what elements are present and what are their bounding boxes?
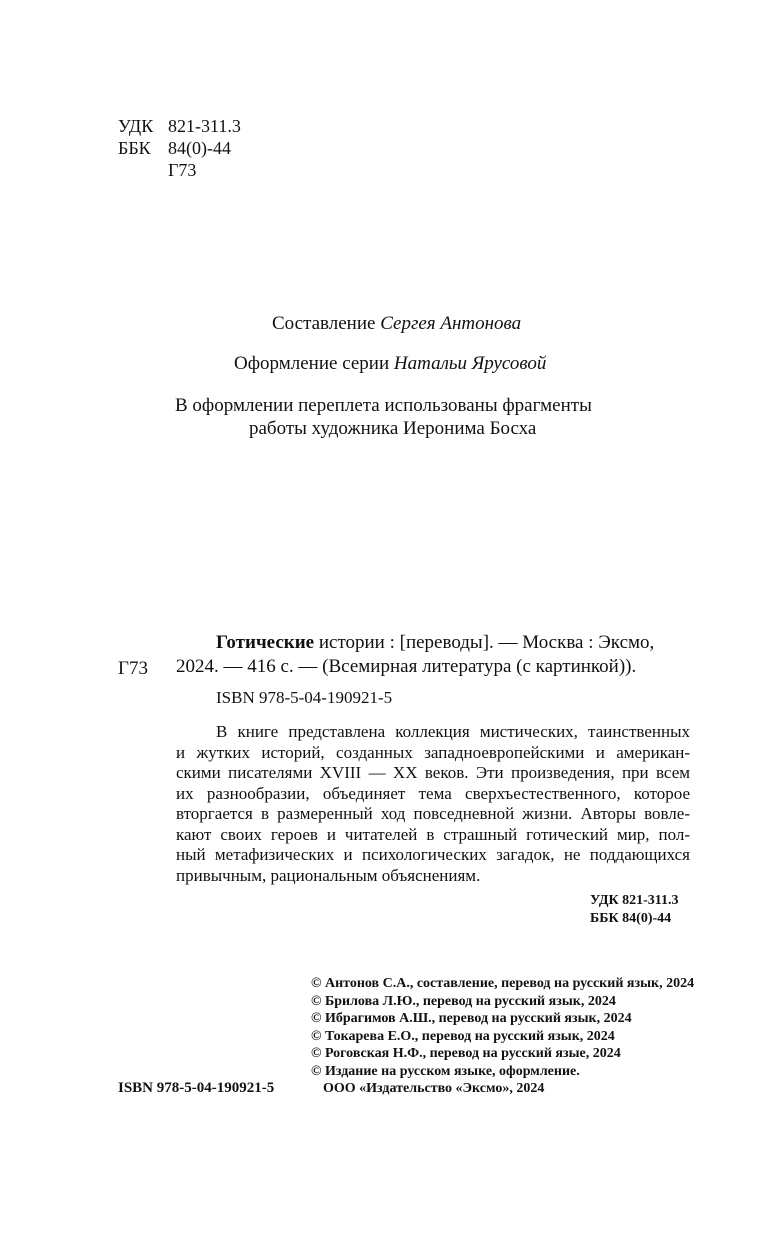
compiler-prefix: Составление <box>272 313 376 334</box>
design-prefix: Оформление серии <box>234 353 390 374</box>
cover-note-line-2: работы художника Иеронима Босха <box>249 418 537 439</box>
copyright-block <box>311 975 694 1098</box>
annotation-line: ный метафизических и психологических загадок, не поддающихся <box>176 845 690 864</box>
udk-value: 821-311.3 <box>168 116 241 136</box>
annotation-line: кают своих героев и читателей в страшный готический мир, пол- <box>176 824 690 844</box>
compiler-name: Сергея Антонова <box>380 313 522 334</box>
bibliographic-mark: Г73 <box>118 658 148 679</box>
annotation-bbk: ББК 84(0)-44 <box>590 911 672 926</box>
copyright-publisher: ООО «Издательство «Эксмо», 2024 <box>323 1081 545 1096</box>
bibliographic-line-2: 2024. — 416 с. — (Всемирная литература (с картинкой)). <box>176 656 637 677</box>
design-credit <box>234 353 546 375</box>
design-name: Натальи Ярусовой <box>393 353 547 374</box>
cover-note-line-1: В оформлении переплета использованы фрагменты <box>175 395 592 416</box>
annotation-line: вторгается в размеренный ход повседневной жизни. Авторы вовле- <box>176 804 690 823</box>
compiler-credit <box>272 313 521 335</box>
copyright-isbn: ISBN 978-5-04-190921-5 <box>118 1080 275 1096</box>
copyright-line: © Издание на русском языке, оформление. <box>311 1063 580 1079</box>
copyright-line: © Антонов С.А., составление, перевод на русский язык, 2024 <box>311 976 695 991</box>
annotation-line: и жутких историй, созданных западноевропейскими и американ- <box>176 742 690 762</box>
annotation-line: их разнообразии, объединяет тема сверхъестественного, которое <box>176 783 690 803</box>
bibliographic-isbn: ISBN 978-5-04-190921-5 <box>216 688 393 707</box>
annotation-last-line: привычным, рациональным объяснениям. <box>176 865 481 885</box>
copyright-line: © Ибрагимов А.Ш., перевод на русский язык, 2024 <box>311 1011 632 1026</box>
author-mark: Г73 <box>168 160 197 180</box>
bbk-label: ББК <box>118 138 151 158</box>
udk-label: УДК <box>118 116 154 136</box>
annotation-line: скими писателями XVIII — XX веков. Эти произведения, при всем <box>176 763 690 782</box>
copyright-line: © Токарева Е.О., перевод на русский язык, 2024 <box>311 1028 615 1044</box>
annotation-paragraph <box>176 722 690 886</box>
copyright-line: © Брилова Л.Ю., перевод на русский язык, 2024 <box>311 993 616 1009</box>
bibliographic-line-1 <box>216 632 654 654</box>
bbk-value: 84(0)-44 <box>168 138 231 158</box>
title-rest: истории : [переводы]. — Москва : Эксмо, <box>314 632 655 653</box>
annotation-udk: УДК 821-311.3 <box>590 893 679 908</box>
title-bold: Готические <box>216 632 315 653</box>
annotation-line: В книге представлена коллекция мистических, таинственных <box>216 722 690 741</box>
copyright-line: © Роговская Н.Ф., перевод на русский язые, 2024 <box>311 1046 621 1061</box>
